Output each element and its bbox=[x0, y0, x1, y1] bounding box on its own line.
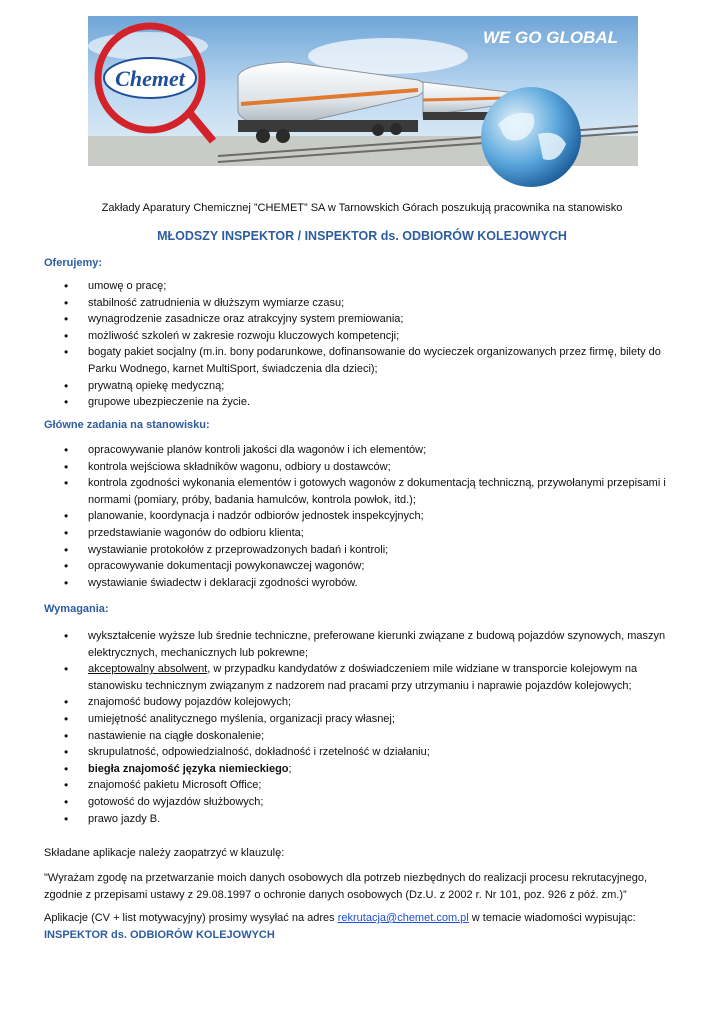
list-item: • opracowywanie planów kontroli jakości dla wagonów i ich elementów; bbox=[44, 442, 684, 459]
list-item: • opracowywanie dokumentacji powykonawczej wagonów; bbox=[44, 558, 684, 575]
underlined-text: akceptowalny absolwent bbox=[88, 663, 208, 676]
list-item-text: ; bbox=[288, 762, 292, 775]
list-item: • bogaty pakiet socjalny (m.in. bony podarunkowe, dofinansowanie do wycieczek organizowanych przez firmę, bilety do Parku Wodnego, karnet MultiSport, świadczenia dla dzieci); bbox=[44, 344, 684, 377]
list-item: • możliwość szkoleń w zakresie rozwoju kluczowych kompetencji; bbox=[44, 328, 684, 345]
bold-text: biegła znajomość języka niemieckiego bbox=[88, 762, 289, 775]
requirements-list bbox=[44, 628, 684, 827]
job-title: MŁODSZY INSPEKTOR / INSPEKTOR ds. ODBIORÓW KOLEJOWYCH bbox=[157, 229, 567, 243]
list-item: • prywatną opiekę medyczną; bbox=[44, 378, 684, 395]
apply-prefix: Aplikacje (CV + list motywacyjny) prosimy wysyłać na adres bbox=[44, 912, 338, 924]
list-item: • kontrola zgodności wykonania elementów i gotowych wagonów z dokumentacją techniczną, przywołanymi przepisami i normami (pomiary, próby, badania hamulców, kontrola powłok, itd.); bbox=[44, 475, 684, 508]
list-item: • stabilność zatrudnienia w dłuższym wymiarze czasu; bbox=[44, 295, 684, 312]
tasks-list bbox=[44, 442, 684, 591]
banner-slogan: WE GO GLOBAL bbox=[482, 28, 618, 47]
list-item: • znajomość pakietu Microsoft Office; bbox=[44, 777, 684, 794]
email-link[interactable]: rekrutacja@chemet.com.pl bbox=[337, 912, 469, 924]
list-item: • grupowe ubezpieczenie na życie. bbox=[44, 394, 684, 411]
list-item-text: , w przypadku kandydatów z doświadczeniem mile widziane w transporcie kolejowym na stanowisku technicznym związanym z nadzorem nad pracami przy utrzymaniu i naprawie pojazdów kolejowych; bbox=[88, 663, 638, 692]
list-item: • nastawienie na ciągłe doskonalenie; bbox=[44, 728, 684, 745]
list-item: • wykształcenie wyższe lub średnie techniczne, preferowane kierunki związane z budową pojazdów szynowych, maszyn elektrycznych, mechanicznych lub pokrewne; bbox=[44, 628, 684, 661]
intro-text: Zakłady Aparatury Chemicznej ”CHEMET” SA w Tarnowskich Górach poszukują pracownika na stanowisko bbox=[101, 202, 623, 214]
logo-text: Chemet bbox=[115, 66, 185, 91]
list-item: • umiejętność analitycznego myślenia, organizacji pracy własnej; bbox=[44, 711, 684, 728]
list-item: • wystawianie protokołów z przeprowadzonych badań i kontroli; bbox=[44, 542, 684, 559]
requirements-heading: Wymagania: bbox=[44, 603, 109, 615]
subject-text: INSPEKTOR ds. ODBIORÓW KOLEJOWYCH bbox=[44, 928, 275, 941]
list-item: • kontrola wejściowa składników wagonu, odbiory u dostawców; bbox=[44, 459, 684, 476]
globe-image bbox=[478, 84, 584, 190]
list-item: • gotowość do wyjazdów służbowych; bbox=[44, 794, 684, 811]
list-item: • planowanie, koordynacja i nadzór odbiorów jednostek inspekcyjnych; bbox=[44, 508, 684, 525]
apply-suffix: w temacie wiadomości wypisując: bbox=[468, 912, 636, 924]
clause-intro: Składane aplikacje należy zaopatrzyć w klauzulę: bbox=[44, 847, 285, 859]
apply-paragraph bbox=[44, 910, 684, 943]
offer-heading: Oferujemy: bbox=[44, 257, 103, 269]
offer-list bbox=[44, 278, 684, 411]
list-item bbox=[44, 761, 684, 778]
tasks-heading: Główne zadania na stanowisku: bbox=[44, 419, 210, 431]
list-item: • wynagrodzenie zasadnicze oraz atrakcyjny system premiowania; bbox=[44, 311, 684, 328]
list-item: • prawo jazdy B. bbox=[44, 811, 684, 828]
list-item: • wystawianie świadectw i deklaracji zgodności wyrobów. bbox=[44, 575, 684, 592]
list-item bbox=[44, 661, 684, 694]
list-item: • umowę o pracę; bbox=[44, 278, 684, 295]
list-item: • skrupulatność, odpowiedzialność, dokładność i rzetelność w działaniu; bbox=[44, 744, 684, 761]
consent-clause: "Wyrażam zgodę na przetwarzanie moich danych osobowych dla potrzeb niezbędnych do realizacji procesu rekrutacyjnego, zgodnie z przepisami ustawy z 29.08.1997 o ochronie danych osobowych (Dz.U. z 2002 r. Nr 101, poz. 926 z póź. zm.)” bbox=[44, 872, 648, 901]
list-item: • przedstawianie wagonów do odbioru klienta; bbox=[44, 525, 684, 542]
list-item: • znajomość budowy pojazdów kolejowych; bbox=[44, 694, 684, 711]
